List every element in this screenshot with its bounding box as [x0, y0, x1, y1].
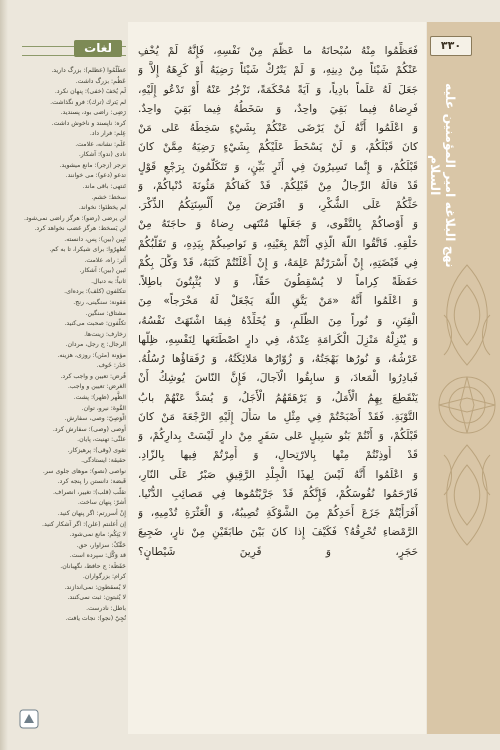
text-line: وَ اعْلَمُوا أَنَّهُ لَنْ يَرْضَى عَنْكُمْ بِشَيْءٍ سَخِطَهُ عَلى مَنْ — [138, 122, 418, 134]
text-line: الْفِتَنِ، وَ نُوراً مِنَ الظُّلَمِ، وَ يُخَلِّدْهُ فِيمَا اشْتَهَتْ نَفْسُهُ، — [138, 314, 418, 327]
glossary-entry: ثانياً: به دنبال. — [91, 277, 126, 285]
glossary-entry: لن يرضی (رضو): هرگز راضی نمی‌شود. — [23, 214, 126, 222]
glossary-entry: سخط: خشم. — [91, 193, 126, 201]
text-line: قَبْلَكُمْ، وَ إِنَّما تَسِيرُونَ فِي أَثَرٍ بَيِّنٍ، وَ تَتَكَلَّمُونَ بِرَجْعِ قَوْلٍ — [138, 160, 418, 173]
glossary-entry: إِنْ أسررتم: اگر پنهان کنید. — [57, 509, 126, 517]
glossary-column — [22, 40, 126, 735]
text-line: وَ أَوْصاكُمْ بِالتَّقْوى، وَ جَعَلَها مُنْتَهى رِضاهُ وَ حاجَتَهُ مِنْ — [138, 218, 418, 231]
binding-shadow — [0, 0, 8, 750]
text-line: فِي قَبْضَتِهِ، إِنْ أَسْرَرْتُمْ عَلِمَهُ، وَ إِنْ أَعْلَنْتُمْ كَتَبَهُ، قَدْ وَكَّلَ بِكُمْ — [138, 256, 418, 269]
text-line: حَجَرٍ، وَ قَرِينَ شَيْطانٍ؟ — [138, 545, 418, 558]
glossary-entry: نواصی (نصو): موهای جلوی سر. — [42, 467, 126, 475]
glossary-entry: إن أعلنتم (علن): اگر آشکار کنید. — [42, 520, 126, 528]
glossary-entry: حَذَر: خَوف. — [96, 362, 126, 370]
glossary-entry: نادی (ندو): آشکار. — [78, 151, 126, 159]
glossary-entry: أثر: راه، علامت. — [84, 256, 126, 264]
glossary-entry: حَقَّکُ: سزاوار، حق. — [76, 541, 126, 549]
glossary-entry: تَبين (بين): آشکار. — [79, 267, 126, 275]
text-line: فَرِضاهُ فِيما بَقِيَ واحِدٌ، وَ سَخَطُهُ فِيما بَقِيَ واحِدٌ. — [138, 102, 418, 115]
glossary-entry: مَقونة: سنگینی، رنج. — [73, 299, 126, 307]
text-line: قَدْ قالَهُ الرِّجالُ مِنْ قَبْلِكُمْ. قَدْ كَفاكُمْ مَئُونَةَ دُنْياكُمْ، وَ — [138, 179, 418, 192]
book-title-vertical: نهج البلاغه امیر المؤمنین علیه السلام — [428, 82, 458, 268]
glossary-entry: قد وَكَّل: سپرده است. — [69, 552, 126, 560]
glossary-entry: أوصی (وصی): سفارش کرد. — [52, 425, 126, 433]
text-line: عَرْشُهُ، وَ نُورُها بَهْجَتُهُ، وَ زُوّارُها مَلائِكَتُهُ، وَ رُفَقاؤُها رُسُلُهُ. — [138, 353, 418, 365]
glossary-entry: علنِّی: تهنیت، پایان. — [77, 436, 126, 444]
glossary-entry: نُجِيّ (نجو): نجات یافت. — [65, 615, 126, 623]
glossary-entry: حَفَظَة: ج حافظ، نگهبانان. — [60, 562, 126, 570]
text-line: التَّوْبَةِ. فَقَدْ أَصْبَحْتُمْ فِي مِثْلِ ما سَأَلَ إِلَيْهِ الرَّجْعَةَ مَنْ كانَ — [138, 410, 418, 423]
text-line: عَنْكُمْ شَيْئاً مِنْ دِينِهِ، وَ لَمْ يَتْرُكْ شَيْئاً رَضِيَهُ أَوْ كَرِهَهُ إِلاَّ وَ — [138, 64, 418, 77]
glossary-entry: زخارف: زینت‌ها. — [84, 330, 126, 338]
text-line: الرَّمْضاءِ تُحْرِقُهُ؟ فَكَيْفَ إِذا كانَ بَيْنَ طابَقَيْنِ مِنْ نارٍ، ضَجِيعَ — [138, 526, 418, 539]
glossary-entry: القُوة: نیرو، توان. — [81, 404, 126, 412]
glossary-entry: الرجال: ج رجل، مردان. — [65, 341, 126, 349]
glossary-entry: تكلّفون: صحبت می‌کنید. — [64, 320, 126, 328]
text-line: قَدْ أُوذِنْتُمْ مِنْها بِالارْتِحالِ، وَ أُمِرْتُمْ فِيها بِالزّادِ. — [138, 449, 418, 462]
text-line: وَ اعْلَمُوا أَنَّهُ لَيْسَ لِهذَا الْجِلْدِ الرَّقِيقِ صَبْرٌ عَلَى النّارِ، — [138, 468, 418, 481]
glossary-entry: باطل: نادرست. — [86, 604, 126, 612]
text-line: أَفَرَأَيْتُمْ جَزَعَ أَحَدِكُمْ مِنَ الشَّوْكَةِ تُصِيبُهُ، وَ الْعَثْرَةِ تُدْمِيهِ، وَ — [138, 507, 418, 519]
glossary-entry: تَبِين (بين): پس، دانسته. — [64, 235, 126, 243]
glossary-entry: لا يَتِكُم: مانع نمی‌شود. — [69, 531, 126, 539]
glossary-entry: الظَّهر (ظهر): پشت. — [73, 393, 126, 401]
main-text — [138, 42, 418, 562]
glossary-entry: قَبضة: دانستن را پنجه کرد. — [57, 478, 126, 486]
glossary-entry: عَلَم: نشانه، علامت. — [75, 140, 126, 148]
glossary-entry: لَم يُخفَ (خفی): پنهان نکرد. — [54, 88, 126, 96]
glossary-entry: تَنتهی: باقی ماند. — [82, 183, 126, 191]
glossary-entry: غطَلّمُوا (عظلم): بزرگ دارید. — [51, 67, 126, 74]
glossary-list — [22, 66, 126, 625]
glossary-entry: لم يَترك (ترك): فرو نگذاشت. — [50, 98, 126, 106]
text-line: يَنْقَطِعَ بِهِمُ الْأَمَلُ، وَ يَرْهَقَهُمُ الْأَجَلُ، وَ يُسَدَّ عَنْهُمْ بابُ — [138, 391, 418, 404]
glossary-entry: مشتاق: سنگین. — [85, 309, 126, 317]
glossary-header — [22, 40, 126, 60]
page-number: ۳۳۰ — [430, 36, 472, 56]
glossary-entry: کره: ناپسند و ناخوش داشت. — [51, 119, 126, 127]
glossary-entry: تدعو (دعو): می خوانند. — [65, 172, 126, 180]
glossary-entry: لا يُسقطون: نمی‌اندازند. — [64, 583, 126, 591]
glossary-entry: تُظهرُوا: برای شیکرا، تا به کم. — [49, 246, 126, 254]
text-line: قَبْلَكُمْ، وَ أَنْتُمْ بَنُو سَبِيلٍ عَلى سَفَرٍ مِنْ دارٍ لَيْسَتْ بِدارِكُمْ، وَ — [138, 430, 418, 442]
glossary-entry: فُرض: تعیین و واجب کرد. — [60, 372, 126, 380]
glossary-entry: الْوَصِيّ: وصی، سفارش. — [64, 415, 126, 423]
glossary-entry: لم يخطئوا: نخواند. — [78, 204, 126, 212]
text-line: فَعَظِّمُوا مِنْهُ سُبْحانَهُ ما عَظَّمَ مِنْ نَفْسِهِ، فَإِنَّهُ لَمْ يُخْفِ — [138, 45, 418, 57]
glossary-entry: تزجر (زجر): مانع میشوید. — [59, 161, 126, 169]
glossary-entry: تتكلفون (كلف): برده‌ای. — [64, 288, 126, 296]
glossary-entry: مؤونة (مئن): روزی، هزینه. — [57, 351, 126, 359]
text-line: وَ يُنْزِلْهُ مَنْزِلَ الْكَرامَةِ عِنْدَهُ، فِي دارٍ اصْطَنَعَها لِنَفْسِهِ، ظِلُّها — [138, 333, 418, 346]
text-line: كانَ قَبْلَكُمْ، وَ لَنْ يَسْخَطَ عَلَيْكُمْ بِشَيْءٍ رَضِيَهُ مِمَّنْ كانَ — [138, 141, 418, 154]
glossary-title: لغات — [74, 40, 122, 57]
glossary-entry: عِلم: فرار داد. — [89, 130, 126, 138]
glossary-entry: لن يَسخط: هرگز غضب نخواهد کرد. — [34, 225, 126, 233]
text-line: فَبادِرُوا الْمَعادَ، وَ سابِقُوا الْآجالَ، فَإِنَّ النّاسَ يُوشِكُ أَنْ — [138, 372, 418, 385]
glossary-entry: حقیقة: ایستادگی. — [81, 457, 126, 465]
publisher-logo-icon — [18, 708, 40, 730]
glossary-entry: تقلّب (قلب): تغییر، انصراف. — [52, 488, 126, 496]
arabesque-ornament-icon — [434, 255, 500, 555]
glossary-entry: لا يُثبتون: ثبت نمی‌کنند. — [67, 594, 126, 602]
text-line: وَ اعْلَمُوا أَنَّهُ «مَنْ يَتَّقِ اللّهَ يَجْعَلْ لَهُ مَخْرَجاً» مِنَ — [138, 295, 418, 308]
text-line: خَلْقِهِ. فَاتَّقُوا اللّهَ الَّذِي أَنْتُمْ بِعَيْنِهِ، وَ نَواصِيكُمْ بِيَدِهِ، وَ تَقَلُّبُكُمْ — [138, 237, 418, 250]
glossary-entry: أشرّ: پنهان ساخت. — [77, 499, 126, 507]
glossary-entry: تقوی (وقی): پرهیزکار. — [67, 446, 126, 454]
glossary-entry: رَضِی: راضی بود، پسندید. — [60, 109, 126, 117]
text-line: فَارْحَمُوا نُفُوسَكُمْ، فَإِنَّكُمْ قَدْ جَرَّبْتُمُوها فِي مَصائِبِ الدُّنْيا. — [138, 487, 418, 500]
glossary-entry: عَظُم: بزرگ داشت. — [75, 77, 126, 85]
glossary-entry: الغرض: تعیین و واجب. — [67, 383, 126, 391]
text-line: حَفَظَةً كِراماً لا يُسْقِطُونَ حَقّاً، وَ لا يُثْبِتُونَ باطِلاً. — [138, 276, 418, 288]
text-line: جَعَلَ لَهُ عَلَماً بادِياً، وَ آيَةً مُحْكَمَةً، تَزْجُرُ عَنْهُ أَوْ تَدْعُو إِلَيْهِ، — [138, 83, 418, 96]
glossary-entry: كرام: بزرگواران. — [82, 573, 126, 581]
text-line: حَثَّكُمْ عَلَى الشُّكْرِ، وَ افْتَرَضَ مِنْ أَلْسِنَتِكُمُ الذِّكْرَ. — [138, 199, 418, 211]
